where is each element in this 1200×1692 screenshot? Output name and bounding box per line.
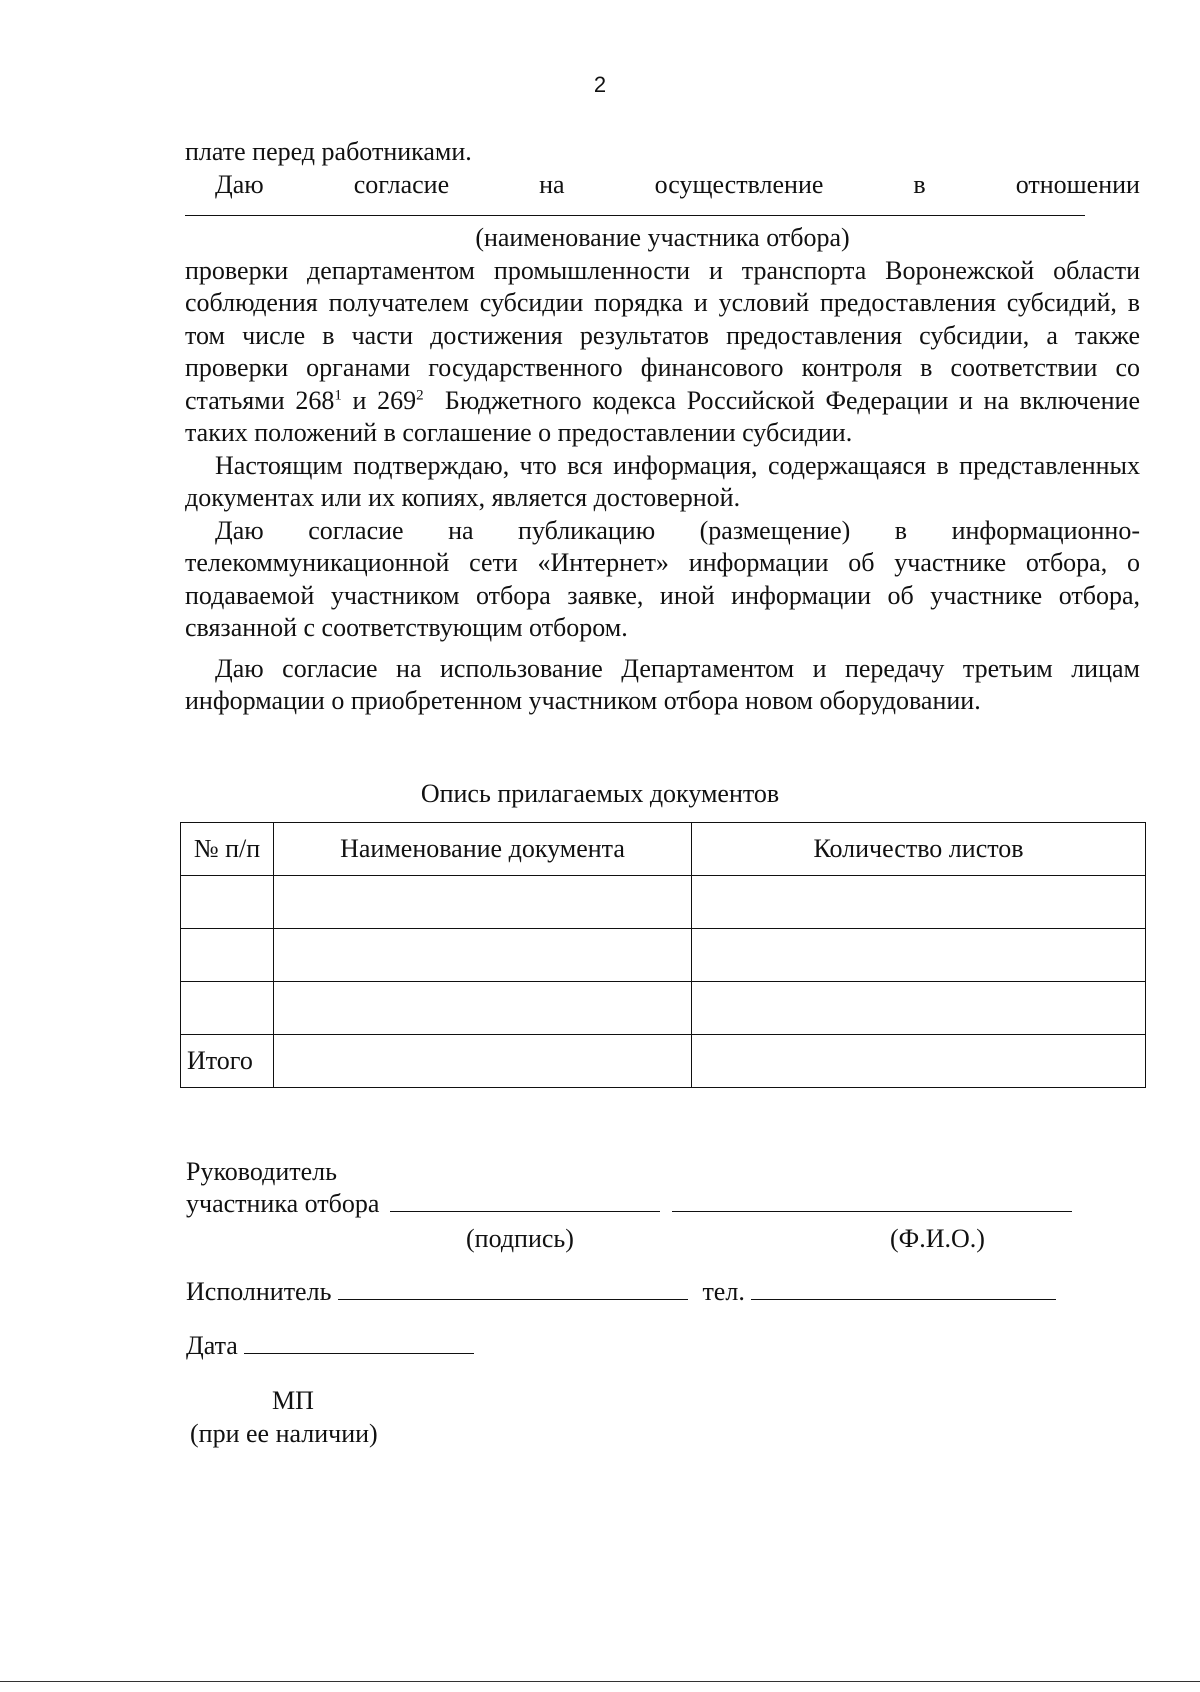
date-label: Дата [186, 1331, 238, 1360]
table-row [181, 876, 1146, 929]
word: осуществление [654, 169, 824, 199]
table-cell[interactable] [181, 929, 274, 982]
executor-label: Исполнитель [186, 1277, 332, 1306]
header-sheet-count: Количество листов [692, 823, 1146, 876]
consent-spread-line [185, 169, 1140, 202]
fio-caption: (Ф.И.О.) [890, 1224, 985, 1253]
signature-field[interactable] [390, 1191, 660, 1212]
table-cell[interactable] [692, 929, 1146, 982]
table-cell[interactable] [181, 982, 274, 1035]
executor-line [186, 1277, 1056, 1307]
word: на [539, 169, 565, 199]
phone-field[interactable] [751, 1279, 1056, 1300]
word: Даю [215, 169, 264, 199]
table-cell[interactable] [692, 1035, 1146, 1088]
word: в [913, 169, 926, 199]
consent-paragraph-2: Даю согласие на публикацию (размещение) в информационно-телекоммуникационной сети «Интернет» информации об участнике отбора, о подаваемой участником отбора заявке, иной информации об участнике отбора, связанной с соответствующим отбором. [185, 515, 1140, 642]
word: отношении [1015, 169, 1140, 199]
table-cell[interactable] [274, 1035, 692, 1088]
article-number: 268 [295, 385, 335, 415]
header-number: № п/п [181, 823, 274, 876]
table-header-row [181, 823, 1146, 876]
head-label-line2: участника отбора [186, 1189, 380, 1218]
article-superscript: 2 [416, 386, 424, 403]
conjunction: и [341, 385, 378, 415]
table-cell[interactable] [274, 982, 692, 1035]
table-row [181, 929, 1146, 982]
article-superscript: 1 [334, 386, 342, 403]
date-field[interactable] [244, 1333, 474, 1354]
page-number: 2 [593, 72, 607, 97]
table-cell[interactable] [274, 876, 692, 929]
total-label: Итого [181, 1035, 274, 1088]
stamp-note: (при ее наличии) [190, 1419, 378, 1448]
confirm-paragraph: Настоящим подтверждаю, что вся информация, содержащаяся в представленных документах или их копиях, является достоверной. [185, 450, 1140, 512]
table-cell[interactable] [274, 929, 692, 982]
table-total-row [181, 1035, 1146, 1088]
documents-table [180, 822, 1146, 1088]
table-title: Опись прилагаемых документов [420, 779, 780, 808]
table-cell[interactable] [692, 982, 1146, 1035]
table-cell[interactable] [692, 876, 1146, 929]
signature-caption: (подпись) [466, 1224, 574, 1253]
stamp-label: МП [272, 1386, 314, 1415]
consent-text: проверки департаментом промышленности и транспорта Воронежской области соблюдения получателем субсидии порядка и условий предоставления субсидий, в том числе в части достижения результатов предоставления субсидии, а также проверки органами государственного финансового контроля в соответствии со статьями [185, 255, 1140, 415]
date-line [186, 1331, 474, 1361]
head-signature-line [186, 1189, 1072, 1219]
participant-name-field[interactable] [185, 209, 1085, 216]
participant-name-caption: (наименование участника отбора) [475, 223, 850, 252]
consent-paragraph-3: Даю согласие на использование Департаментом и передачу третьим лицам информации о приобретенном участником отбора новом оборудовании. [185, 653, 1140, 715]
document-body [185, 136, 1147, 718]
consent-paragraph-1 [185, 255, 1147, 450]
table-row [181, 982, 1146, 1035]
consent-text-end: Бюджетного кодекса Российской Федерации и на включение таких положений в соглашение о предоставлении субсидии. [185, 385, 1147, 447]
paragraph-continuation: плате перед работниками. [185, 137, 472, 166]
table-cell[interactable] [181, 876, 274, 929]
header-document-name: Наименование документа [274, 823, 692, 876]
head-label-line1: Руководитель [186, 1157, 337, 1186]
article-number: 269 [377, 385, 417, 415]
executor-field[interactable] [338, 1279, 688, 1300]
page-bottom-rule [0, 1681, 1200, 1682]
word: согласие [353, 169, 450, 199]
fio-field[interactable] [672, 1191, 1072, 1212]
phone-label: тел. [702, 1277, 745, 1306]
